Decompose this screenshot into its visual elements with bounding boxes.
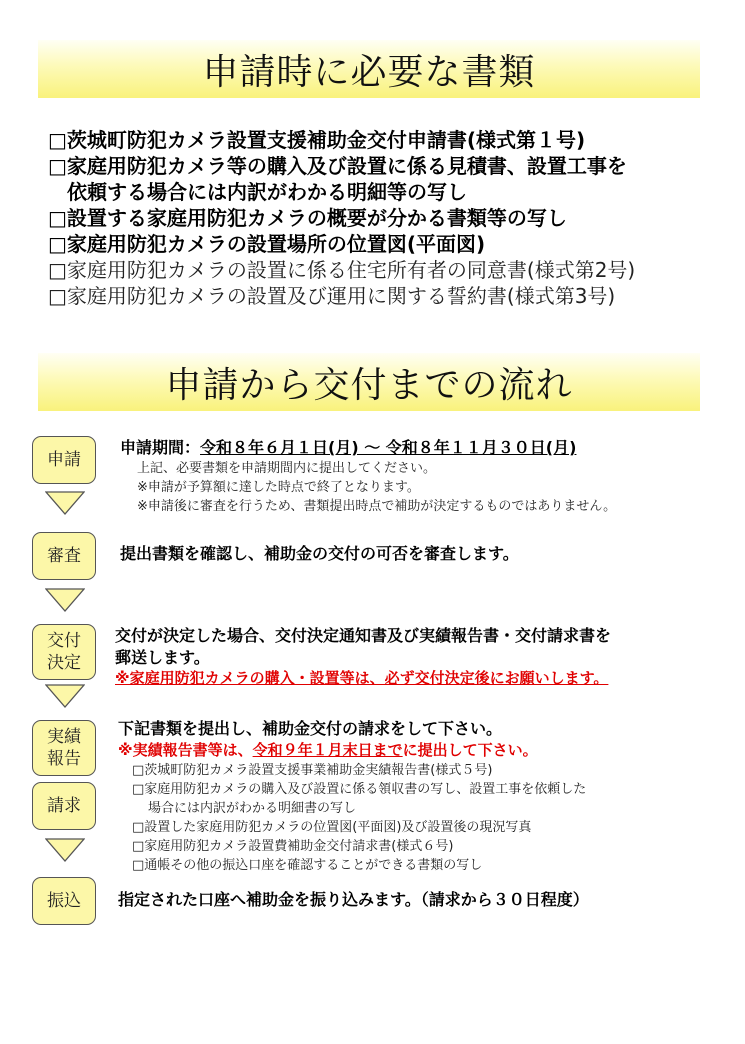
apply-period-label: 申請期間： xyxy=(120,438,201,457)
report-doc-item: □家庭用防犯カメラの購入及び設置に係る領収書の写し、設置工事を依頼した xyxy=(132,782,587,797)
list-item: □家庭用防犯カメラの設置に係る住宅所有者の同意書(様式第2号) xyxy=(48,258,636,282)
decision-text: 郵送します。 xyxy=(115,648,210,667)
required-documents-list xyxy=(48,127,718,309)
step-decision-label: 交付 決定 xyxy=(47,631,81,673)
section2-title: 申請から交付までの流れ xyxy=(165,364,573,406)
step-report-label: 実績 報告 xyxy=(47,727,81,769)
report-doc-item: □設置した家庭用防犯カメラの位置図(平面図)及び設置後の現況写真 xyxy=(132,820,532,835)
report-doc-item: □茨城町防犯カメラ設置支援事業補助金実績報告書(様式５号) xyxy=(132,763,493,778)
down-arrow-icon xyxy=(45,588,85,612)
step-transfer xyxy=(32,877,96,925)
apply-note: ※申請後に審査を行うため、書類提出時点で補助が決定するものではありません。 xyxy=(137,499,617,514)
step-decision xyxy=(32,624,96,680)
required-documents-banner xyxy=(38,40,700,98)
report-doc-item: □家庭用防犯カメラ設置費補助金交付請求書(様式６号) xyxy=(132,839,454,854)
apply-note: 上記、必要書類を申請期間内に提出してください。 xyxy=(137,461,437,476)
apply-note: ※申請が予算額に達した時点で終了となります。 xyxy=(137,480,420,495)
report-deadline: 令和９年１月末日まで xyxy=(252,741,403,759)
step-apply-label: 申請 xyxy=(47,450,81,470)
list-item: □設置する家庭用防犯カメラの概要が分かる書類等の写し xyxy=(48,206,567,230)
decision-warning: ※家庭用防犯カメラの購入・設置等は、必ず交付決定後にお願いします。 xyxy=(115,669,609,687)
step-transfer-label: 振込 xyxy=(47,891,81,911)
apply-period-dates: 令和８年６月１日(月) ～ 令和８年１１月３０日(月) xyxy=(200,438,577,457)
apply-period xyxy=(120,437,576,458)
decision-text: 交付が決定した場合、交付決定通知書及び実績報告書・交付請求書を xyxy=(115,626,612,645)
list-item: □家庭用防犯カメラ等の購入及び設置に係る見積書、設置工事を xyxy=(48,154,627,178)
list-item: □茨城町防犯カメラ設置支援補助金交付申請書(様式第１号) xyxy=(48,128,586,152)
report-doc-item: □通帳その他の振込口座を確認することができる書類の写し xyxy=(132,858,483,873)
flow-banner xyxy=(38,353,700,411)
list-item-continuation: 依頼する場合には内訳がわかる明細等の写し xyxy=(67,180,467,204)
step-claim-label: 請求 xyxy=(47,796,81,816)
step-review-label: 審査 xyxy=(47,546,81,566)
down-arrow-icon xyxy=(45,684,85,708)
list-item: □家庭用防犯カメラの設置場所の位置図(平面図) xyxy=(48,232,486,256)
list-item: □家庭用防犯カメラの設置及び運用に関する誓約書(様式第3号) xyxy=(48,284,616,308)
report-warning: ※実績報告書等は、令和９年１月末日までに提出して下さい。 xyxy=(118,741,538,759)
step-apply xyxy=(32,436,96,484)
down-arrow-icon xyxy=(45,838,85,862)
step-review xyxy=(32,532,96,580)
step-claim xyxy=(32,782,96,830)
transfer-text: 指定された口座へ補助金を振り込みます。（請求から３０日程度） xyxy=(118,890,589,909)
report-doc-item-continuation: 場合には内訳がわかる明細書の写し xyxy=(148,801,357,816)
down-arrow-icon xyxy=(45,491,85,515)
report-text: 下記書類を提出し、補助金交付の請求をして下さい。 xyxy=(118,719,503,738)
step-report xyxy=(32,720,96,776)
review-text: 提出書類を確認し、補助金の交付の可否を審査します。 xyxy=(120,544,519,563)
section1-title: 申請時に必要な書類 xyxy=(202,51,536,93)
